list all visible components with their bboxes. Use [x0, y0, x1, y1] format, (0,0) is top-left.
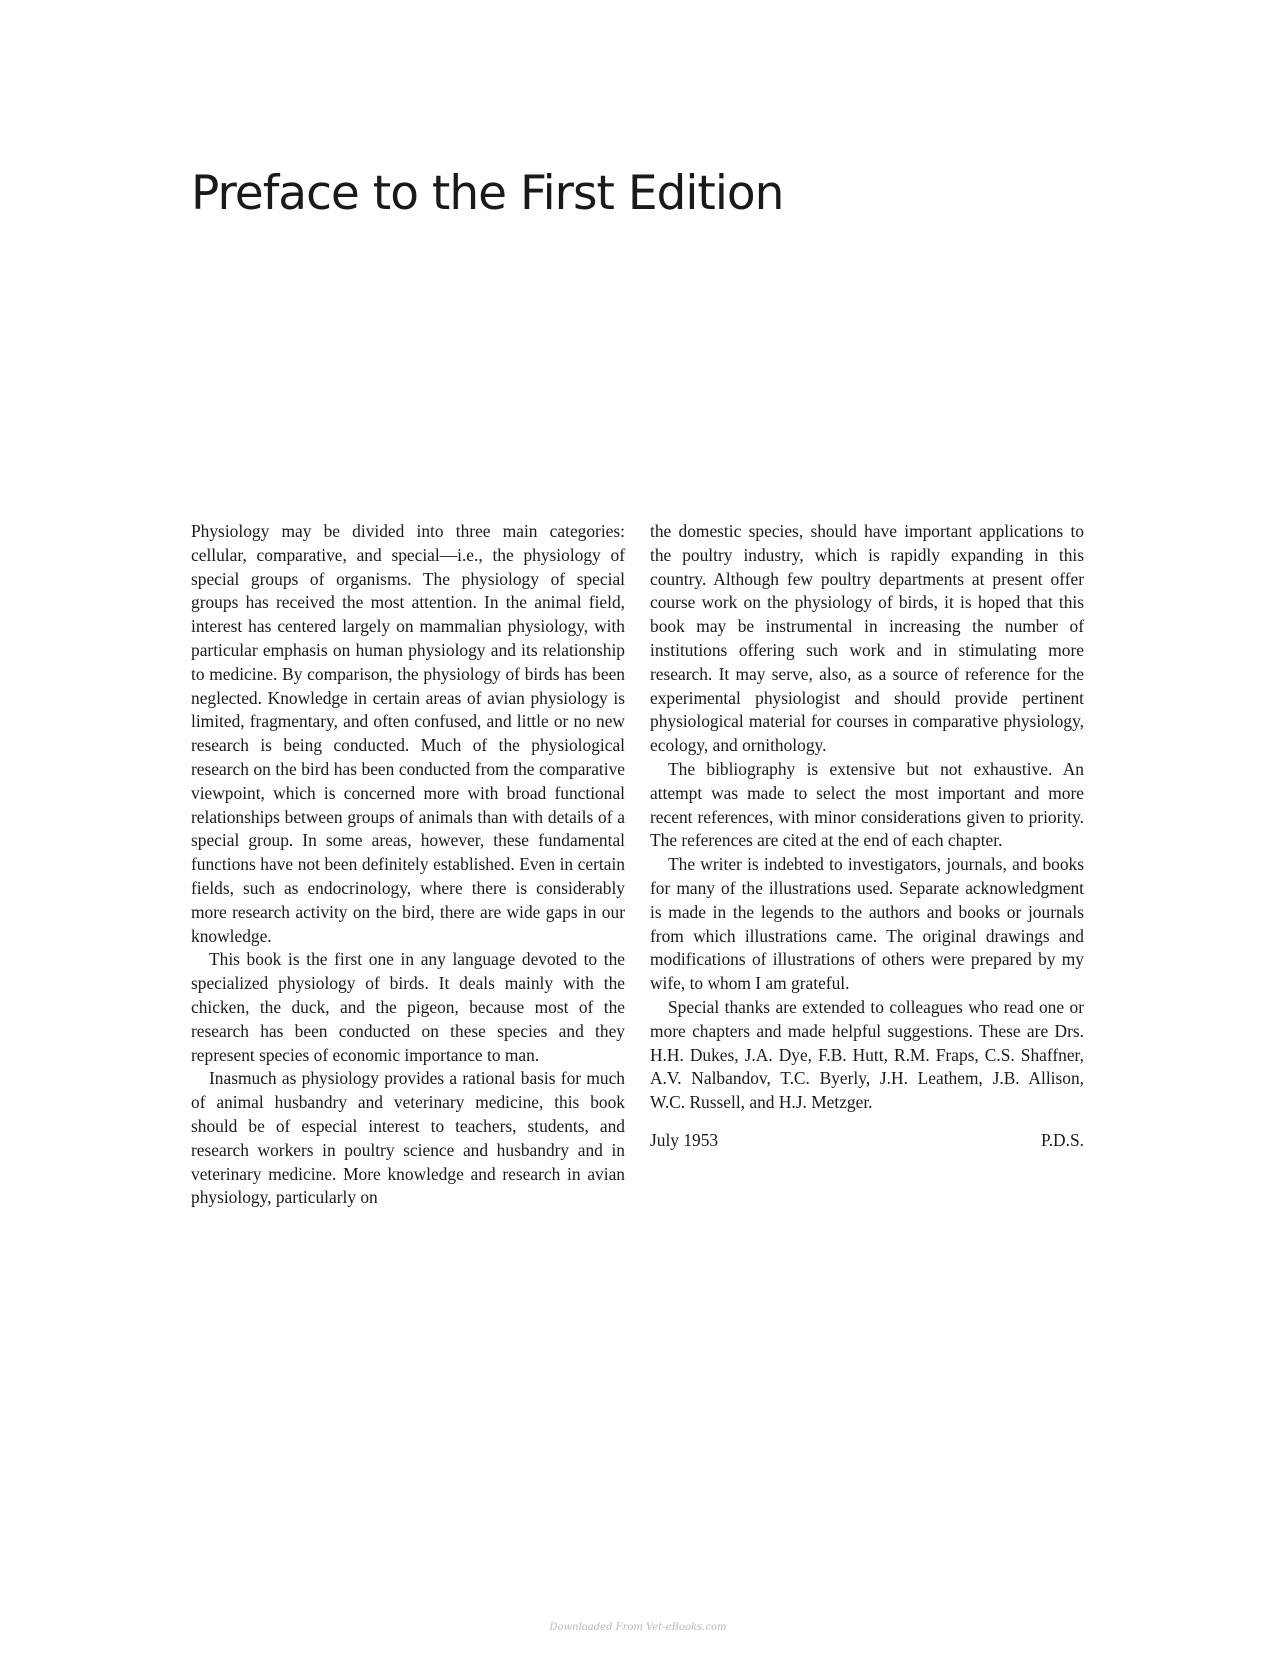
- body-paragraph: the domestic species, should have important applications to the poultry industry, which is rapidly expanding in this country. Although few poultry departments at present offer course work on the physiology of birds, it is hoped that this book may be instrumental in increasing the number of institutions offering such work and in stimulating more research. It may serve, also, as a source of reference for the experimental physiologist and should provide pertinent physiological material for courses in comparative physiology, ecology, and ornithology.: [650, 521, 1084, 756]
- body-paragraph: Physiology may be divided into three main categories: cellular, comparative, and special—i.e., the physiology of special groups of organisms. The physiology of special groups has received the most attention. In the animal field, interest has centered largely on mammalian physiology, with particular emphasis on human physiology and its relationship to medicine. By comparison, the physiology of birds has been neglected. Knowledge in certain areas of avian physiology is limited, fragmentary, and often confused, and little or no new research is being conducted. Much of the physiological research on the bird has been conducted from the comparative viewpoint, which is concerned more with broad functional relationships between groups of animals than with details of a special group. In some areas, however, these fundamental functions have not been definitely established. Even in certain fields, such as endocrinology, where there is considerably more research activity on the bird, there are wide gaps in our knowledge.: [191, 521, 625, 946]
- page-title: Preface to the First Edition: [191, 166, 784, 221]
- signoff-date: July 1953: [650, 1129, 719, 1150]
- body-paragraph: This book is the first one in any language devoted to the specialized physiology of birds. It deals mainly with the chicken, the duck, and the pigeon, because most of the research has been conducted on these species and they represent species of economic importance to man.: [191, 949, 625, 1065]
- body-paragraph: The bibliography is extensive but not exhaustive. An attempt was made to select the most important and more recent references, with minor considerations given to priority. The references are cited at the end of each chapter.: [650, 758, 1084, 851]
- body-paragraph: Special thanks are extended to colleagues who read one or more chapters and made helpful suggestions. These are Drs. H.H. Dukes, J.A. Dye, F.B. Hutt, R.M. Fraps, C.S. Shaffner, A.V. Nalbandov, T.C. Byerly, J.H. Leathem, J.B. Allison, W.C. Russell, and H.J. Metzger.: [650, 996, 1084, 1113]
- left-text-column: [191, 520, 625, 1210]
- body-paragraph: Inasmuch as physiology provides a rational basis for much of animal husbandry and veterinary medicine, this book should be of especial interest to teachers, students, and research workers in poultry science and husbandry and in veterinary medicine. More knowledge and research in avian physiology, particularly on: [191, 1068, 625, 1208]
- signoff: [650, 1129, 1084, 1153]
- body-paragraph: The writer is indebted to investigators, journals, and books for many of the illustrations used. Separate acknowledgment is made in the legends to the authors and books or journals from which illustrations came. The original drawings and modifications of illustrations of others were prepared by my wife, to whom I am grateful.: [650, 854, 1084, 994]
- signoff-initials: P.D.S.: [1040, 1129, 1084, 1150]
- footer-watermark: Downloaded From Vet-eBooks.com: [549, 1622, 727, 1633]
- right-text-column: [650, 520, 1084, 1153]
